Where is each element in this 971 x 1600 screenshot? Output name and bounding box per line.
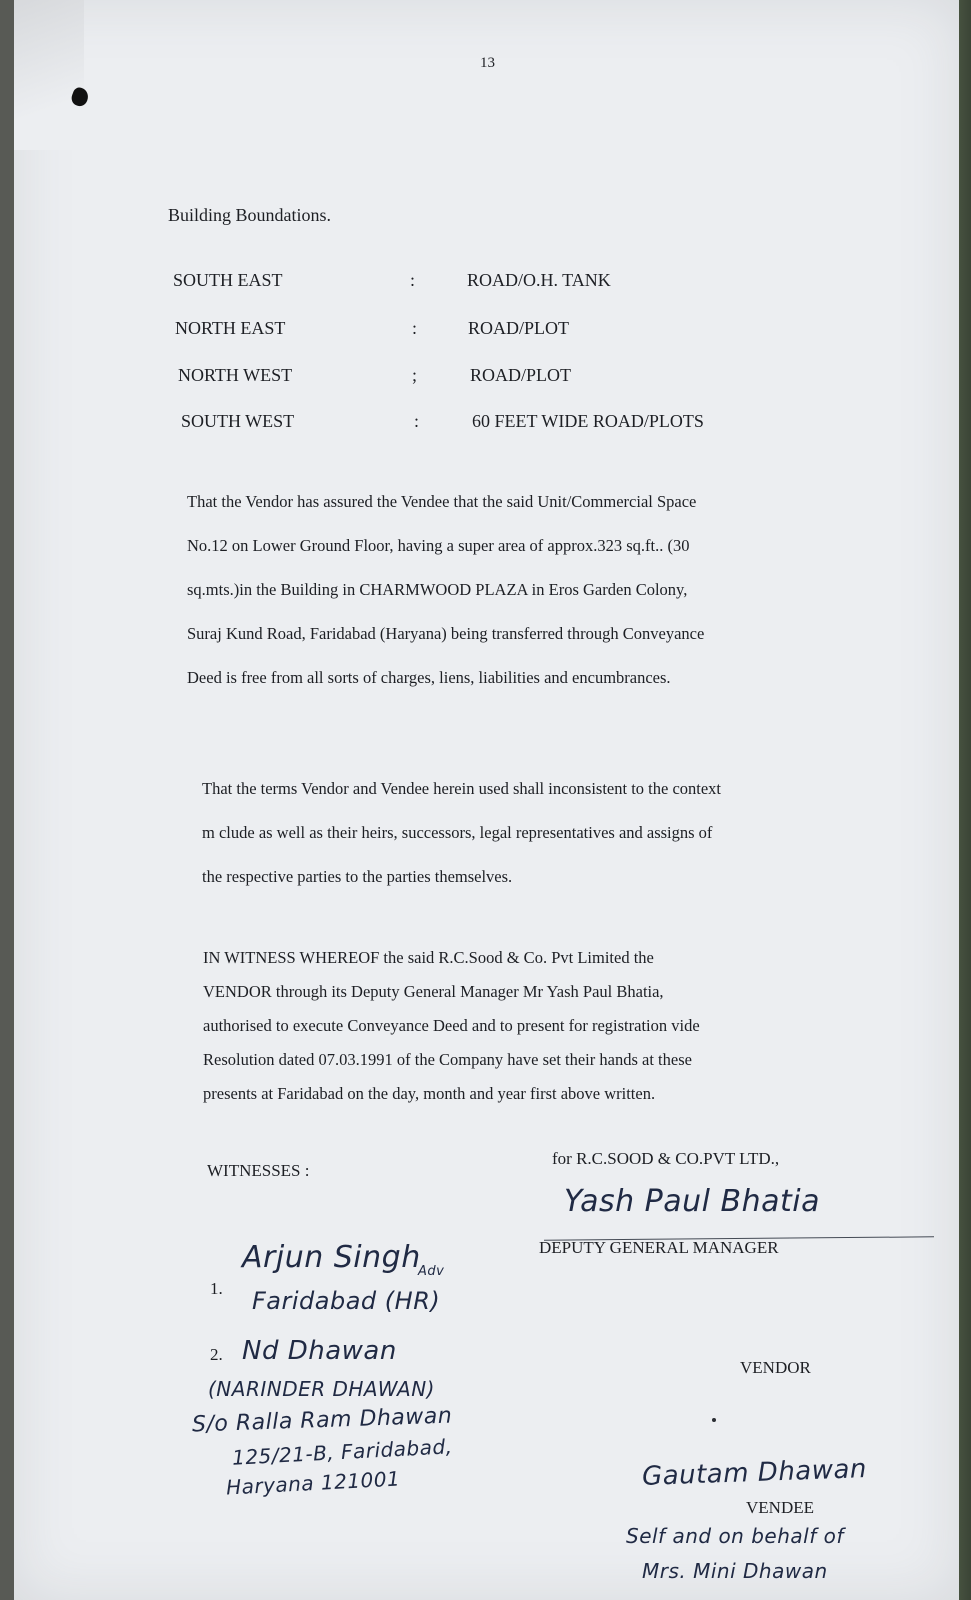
paragraph-line: Resolution dated 07.03.1991 of the Company have set their hands at these	[203, 1050, 692, 1069]
boundary-direction: SOUTH WEST	[181, 411, 295, 431]
boundary-direction: NORTH EAST	[175, 318, 286, 338]
boundary-direction: SOUTH EAST	[173, 270, 283, 290]
witness-2-name: (NARINDER DHAWAN)	[208, 1377, 435, 1401]
vendor-signature: Yash Paul Bhatia	[564, 1184, 820, 1219]
paragraph-line: presents at Faridabad on the day, month and year first above written.	[203, 1084, 656, 1103]
witness-1-note: Adv	[418, 1264, 445, 1279]
page-fold	[14, 0, 84, 150]
paragraph-line: Deed is free from all sorts of charges, liens, liabilities and encumbrances.	[187, 668, 671, 687]
ink-dot	[712, 1418, 716, 1422]
boundary-separator: :	[410, 270, 416, 290]
paragraph-line: authorised to execute Conveyance Deed and to present for registration vide	[203, 1016, 700, 1035]
witness-2-address-line: 125/21-B, Faridabad,	[231, 1434, 453, 1470]
boundary-separator: :	[412, 318, 418, 338]
paragraph-line: VENDOR through its Deputy General Manager Mr Yash Paul Bhatia,	[203, 982, 664, 1001]
paragraph-line: sq.mts.)in the Building in CHARMWOOD PLAZA in Eros Garden Colony,	[187, 580, 688, 599]
boundary-separator: ;	[412, 365, 418, 385]
boundary-value: ROAD/PLOT	[468, 318, 570, 338]
witness-whereof-paragraph	[203, 941, 700, 1111]
witnesses-label: WITNESSES :	[207, 1161, 310, 1180]
vendor-label: VENDOR	[740, 1358, 811, 1377]
vendee-signature: Gautam Dhawan	[641, 1454, 868, 1492]
document-page	[14, 0, 959, 1600]
witness-2-address-line: Haryana 121001	[225, 1466, 401, 1500]
witness-2-signature: Nd Dhawan	[242, 1336, 397, 1366]
paragraph-line: m clude as well as their heirs, successors, legal representatives and assigns of	[202, 823, 713, 842]
terms-paragraph	[202, 767, 721, 899]
boundary-separator: :	[414, 411, 420, 431]
boundary-row	[14, 365, 959, 389]
boundary-row	[14, 318, 959, 342]
page-number: 13	[480, 55, 495, 71]
paragraph-line: That the Vendor has assured the Vendee that the said Unit/Commercial Space	[187, 492, 697, 511]
paragraph-line: Suraj Kund Road, Faridabad (Haryana) being transferred through Conveyance	[187, 624, 705, 643]
paragraph-line: IN WITNESS WHEREOF the said R.C.Sood & Co. Pvt Limited the	[203, 948, 654, 967]
witness-2-number: 2.	[210, 1345, 223, 1364]
designation-label: DEPUTY GENERAL MANAGER	[539, 1238, 779, 1257]
witness-2-parent: S/o Ralla Ram Dhawan	[191, 1403, 453, 1438]
witness-1-place: Faridabad (HR)	[252, 1287, 441, 1315]
witness-1-number: 1.	[210, 1279, 223, 1298]
vendee-note: Self and on behalf of	[626, 1524, 844, 1548]
vendee-label: VENDEE	[746, 1498, 814, 1517]
boundary-value: ROAD/PLOT	[470, 365, 572, 385]
boundary-direction: NORTH WEST	[178, 365, 293, 385]
vendee-note: Mrs. Mini Dhawan	[642, 1559, 828, 1583]
section-heading: Building Boundations.	[168, 205, 332, 225]
paragraph-line: That the terms Vendor and Vendee herein used shall inconsistent to the context	[202, 779, 722, 798]
paragraph-line: No.12 on Lower Ground Floor, having a super area of approx.323 sq.ft.. (30	[187, 536, 690, 555]
witness-1-signature: Arjun Singh	[242, 1240, 421, 1275]
boundary-row	[14, 411, 959, 435]
boundary-row	[14, 270, 959, 294]
boundary-value: 60 FEET WIDE ROAD/PLOTS	[472, 411, 704, 431]
paragraph-line: the respective parties to the parties themselves.	[202, 867, 513, 886]
assurance-paragraph	[187, 480, 704, 700]
company-label: for R.C.SOOD & CO.PVT LTD.,	[552, 1149, 780, 1168]
boundary-value: ROAD/O.H. TANK	[467, 270, 611, 290]
